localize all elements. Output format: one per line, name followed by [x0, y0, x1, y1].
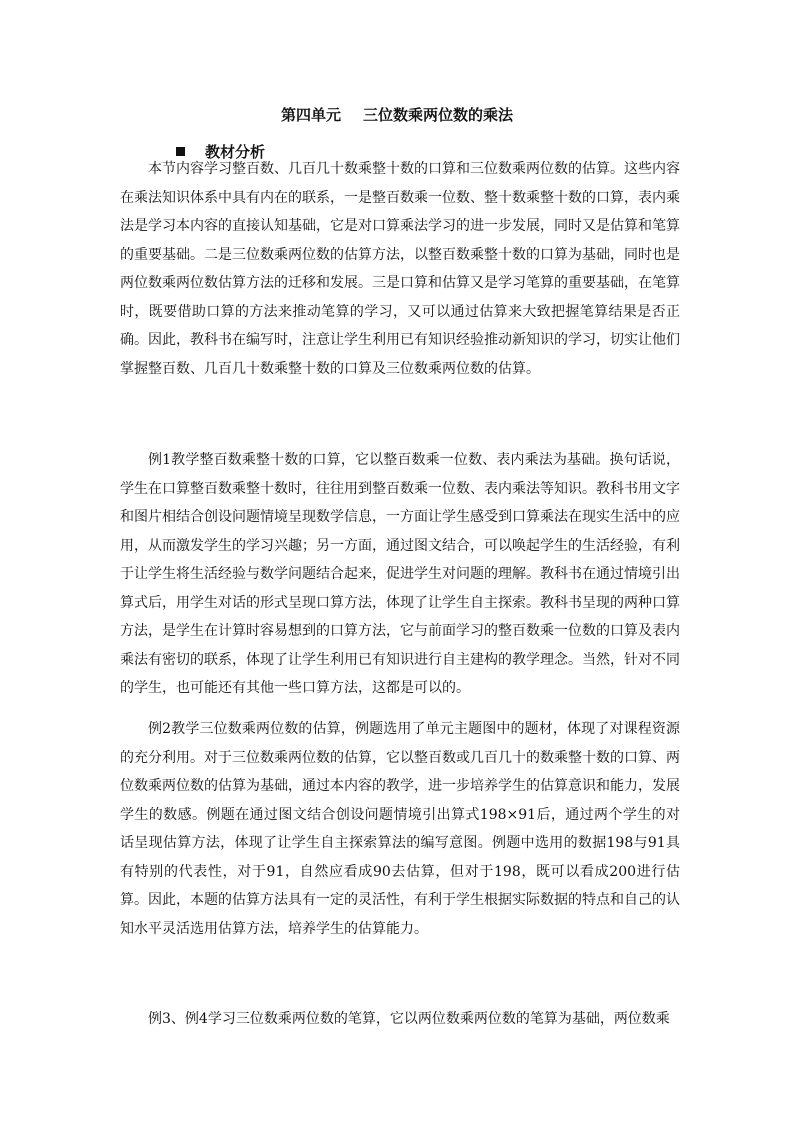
title-topic: 三位数乘两位数的乘法 [363, 106, 514, 124]
section-heading-text: 教材分析 [205, 143, 266, 161]
paragraph-1: 本节内容学习整百数、几百几十数乘整十数的口算和三位数乘两位数的估算。这些内容在乘法知识体系中具有内在的联系，一是整百数乘一位数、整十数乘整十数的口算，表内乘法是学习本内容的直接认知基础，它是对口算乘法学习的进一步发展，同时又是估算和笔算的重要基础。二是三位数乘两位数的估算方法，以整百数乘整十数的口算为基础，同时也是两位数乘两位数估算方法的迁移和发展。三是口算和估算又是学习笔算的重要基础，在笔算时，既要借助口算的方法来推动笔算的学习，又可以通过估算来大致把握笔算结果是否正确。因此，教科书在编写时，注意让学生利用已有知识经验推动新知识的学习，切实让他们掌握整百数、几百几十数乘整十数的口算及三位数乘两位数的估算。 [120, 161, 680, 377]
paragraph-4: 例3、例4学习三位数乘两位数的笔算，它以两位数乘两位数的笔算为基础，两位数乘 [148, 1011, 670, 1027]
paragraph-3: 例2教学三位数乘两位数的估算，例题选用了单元主题图中的题材，体现了对课程资源的充分利用。对于三位数乘两位数的估算，它以整百数或几百几十的数乘整十数的口算、两位数乘两位数的估算为基础，通过本内容的教学，进一步培养学生的估算意识和能力，发展学生的数感。例题在通过图文结合创设问题情境引出算式198×91后，通过两个学生的对话呈现估算方法，体现了让学生自主探索算法的编写意图。例题中选用的数据198与91具有特别的代表性，对于91，自然应看成90去估算，但对于198，既可以看成200进行估算。因此，本题的估算方法具有一定的灵活性，有利于学生根据实际数据的特点和自己的认知水平灵活选用估算方法，培养学生的估算能力。 [120, 721, 680, 937]
title-unit: 第四单元 [280, 106, 341, 124]
paragraph-2: 例1教学整百数乘整十数的口算，它以整百数乘一位数、表内乘法为基础。换句话说，学生在口算整百数乘整十数时，往往用到整百数乘一位数、表内乘法等知识。教科书用文字和图片相结合创设问题情境呈现数学信息，一方面让学生感受到口算乘法在现实生活中的应用，从而激发学生的学习兴趣；另一方面，通过图文结合，可以唤起学生的生活经验，有利于让学生将生活经验与数学问题结合起来，促进学生对问题的理解。教科书在通过情境引出算式后，用学生对话的形式呈现口算方法，体现了让学生自主探索。教科书呈现的两种口算方法，是学生在计算时容易想到的口算方法，它与前面学习的整百数乘一位数的口算及表内乘法有密切的联系，体现了让学生利用已有知识进行自主建构的教学理念。当然，针对不同的学生，也可能还有其他一些口算方法，这都是可以的。 [120, 452, 680, 696]
page-title [0, 104, 794, 125]
